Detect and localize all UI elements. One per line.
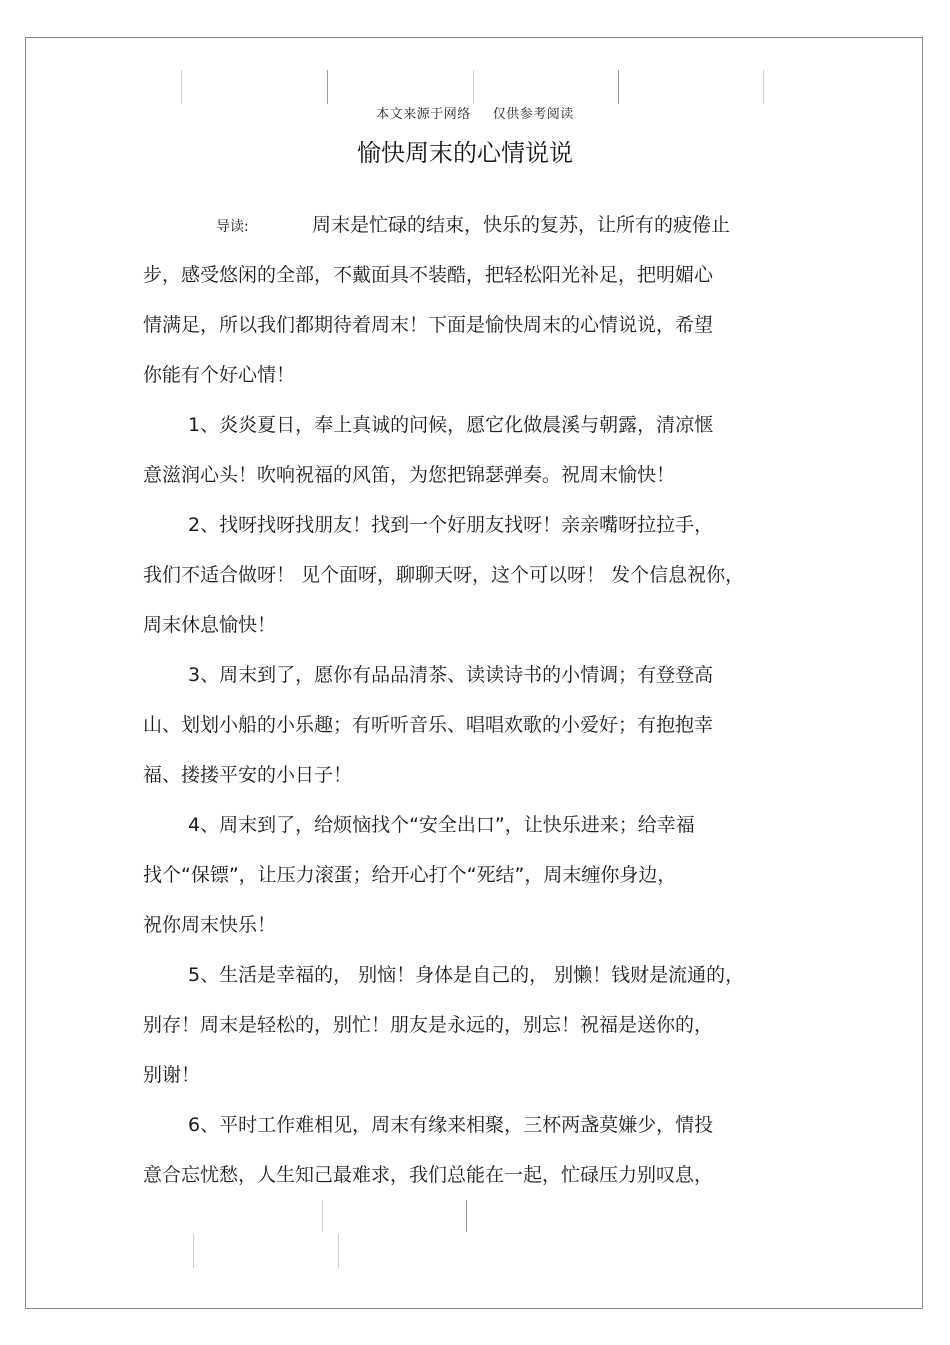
body-line: 6、平时工作难相见，周末有缘来相聚，三杯两盏莫嫌少，情投 — [188, 1114, 714, 1136]
body-line: 3、周末到了，愿你有品品清茶、读读诗书的小情调；有登登高 — [188, 664, 714, 686]
body-line: 祝你周末快乐！ — [143, 914, 277, 936]
top-rule-4 — [618, 70, 619, 104]
body-line: 找个“保镖”，让压力滚蛋；给开心打个“死结”，周末缠你身边， — [143, 864, 677, 886]
bottom-rule-3 — [193, 1234, 194, 1268]
top-rule-3 — [473, 70, 474, 104]
top-rule-1 — [181, 70, 182, 104]
body-line: 5、生活是幸福的， 别恼！身体是自己的， 别懒！钱财是流通的， — [188, 964, 745, 986]
bottom-rule-2 — [466, 1200, 467, 1232]
body-line: 我们不适合做呀！ 见个面呀，聊聊天呀，这个可以呀！ 发个信息祝你， — [143, 564, 745, 586]
body-line: 意合忘忧愁，人生知己最难求，我们总能在一起，忙碌压力别叹息， — [143, 1164, 714, 1186]
body-line: 你能有个好心情！ — [143, 364, 296, 386]
body-line: 4、周末到了，给烦恼找个“安全出口”，让快乐进来；给幸福 — [188, 814, 695, 836]
bottom-rule-1 — [322, 1200, 323, 1232]
top-rule-5 — [763, 70, 764, 104]
body-line: 意滋润心头！吹响祝福的风笛，为您把锦瑟弹奏。祝周末愉快！ — [143, 464, 676, 486]
body-line: 别谢！ — [143, 1064, 201, 1086]
body-line: 步，感受悠闲的全部，不戴面具不装酷，把轻松阳光补足，把明媚心 — [143, 264, 714, 286]
source-note-right: 仅供参考阅读 — [492, 107, 574, 122]
body-line: 情满足，所以我们都期待着周末！下面是愉快周末的心情说说，希望 — [143, 314, 714, 336]
body-line: 周末是忙碌的结束，快乐的复苏，让所有的疲倦止 — [312, 214, 731, 236]
body-line: 山、划划小船的小乐趣；有听听音乐、唱唱欢歌的小爱好；有抱抱幸 — [143, 714, 714, 736]
body-line: 别存！周末是轻松的，别忙！朋友是永远的，别忘！祝福是送你的， — [143, 1014, 714, 1036]
source-note — [0, 103, 950, 122]
body-line: 1、炎炎夏日，奉上真诚的问候，愿它化做晨溪与朝露，清凉惬 — [188, 414, 714, 436]
bottom-rule-4 — [338, 1234, 339, 1268]
guide-label: 导读: — [216, 219, 249, 235]
top-rule-2 — [327, 70, 328, 104]
body-line: 福、搂搂平安的小日子！ — [143, 764, 353, 786]
source-note-left: 本文来源于网络 — [376, 107, 471, 122]
body-line: 周末休息愉快！ — [143, 614, 277, 636]
document-title: 愉快周末的心情说说 — [357, 139, 573, 167]
body-line: 2、找呀找呀找朋友！找到一个好朋友找呀！亲亲嘴呀拉拉手， — [188, 514, 714, 536]
